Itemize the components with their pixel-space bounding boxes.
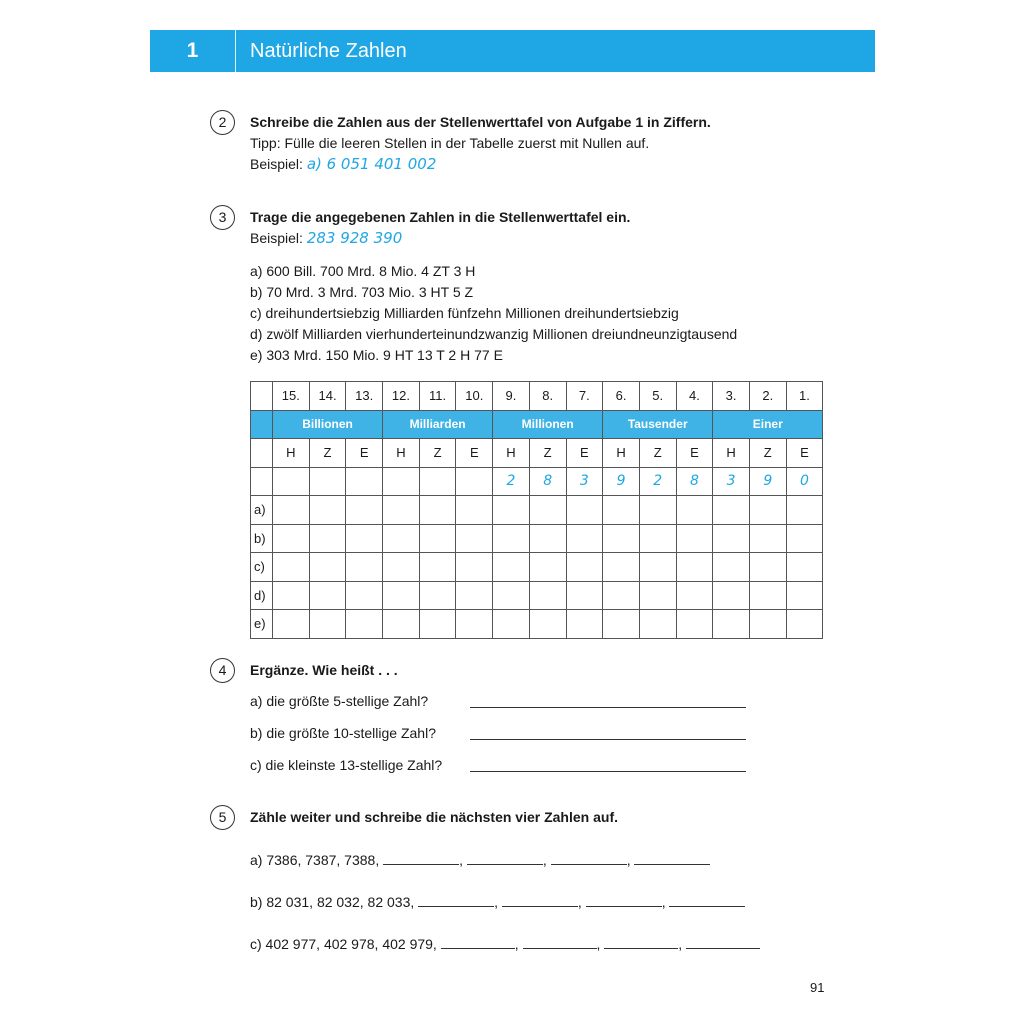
answer-line[interactable] <box>551 851 627 865</box>
task-heading: Zähle weiter und schreibe die nächsten vier Zahlen auf. <box>250 809 618 825</box>
digit-cell: H <box>383 439 420 468</box>
digit-cell: H <box>493 439 530 468</box>
groups-row <box>251 410 823 439</box>
answer-cell[interactable] <box>749 524 786 553</box>
answer-cell[interactable] <box>456 553 493 582</box>
answer-cell[interactable] <box>676 496 713 525</box>
page-number: 91 <box>810 980 825 995</box>
example-value: 283 928 390 <box>306 229 403 247</box>
answer-cell[interactable] <box>309 581 346 610</box>
answer-cell[interactable] <box>529 581 566 610</box>
row-label: a) <box>251 496 273 525</box>
answer-cell[interactable] <box>713 581 750 610</box>
answer-cell[interactable] <box>713 496 750 525</box>
table-cell <box>251 382 273 411</box>
example-cell[interactable] <box>346 467 383 496</box>
question-text: c) die kleinste 13-stellige Zahl? <box>250 757 443 773</box>
example-cell[interactable]: 2 <box>493 467 530 496</box>
list-item: a) 7386, 7387, 7388, , , , <box>250 850 760 892</box>
answer-line[interactable] <box>586 893 662 907</box>
answer-cell[interactable] <box>713 524 750 553</box>
chapter-number: 1 <box>150 30 236 72</box>
answer-cell[interactable] <box>603 610 640 639</box>
group-header-tausender: Tausender <box>603 410 713 439</box>
task-number-circle: 2 <box>210 110 235 135</box>
example-cell[interactable]: 9 <box>603 467 640 496</box>
answer-line[interactable] <box>686 935 760 949</box>
answer-cell[interactable] <box>493 524 530 553</box>
answer-cell[interactable] <box>309 496 346 525</box>
answer-cell[interactable] <box>749 553 786 582</box>
answer-cell[interactable] <box>639 581 676 610</box>
answer-line[interactable] <box>441 935 515 949</box>
answer-cell[interactable] <box>603 553 640 582</box>
table-row <box>251 553 823 582</box>
answer-cell[interactable] <box>786 553 823 582</box>
list-item: b) 70 Mrd. 3 Mrd. 703 Mio. 3 HT 5 Z <box>250 284 474 300</box>
answer-line[interactable] <box>634 851 710 865</box>
list-item <box>250 723 442 755</box>
answer-cell[interactable] <box>603 496 640 525</box>
answer-cell[interactable] <box>383 496 420 525</box>
position-cell: 4. <box>676 382 713 411</box>
answer-cell[interactable] <box>749 610 786 639</box>
position-cell: 12. <box>383 382 420 411</box>
example-cell[interactable]: 0 <box>786 467 823 496</box>
sequence-text: a) 7386, 7387, 7388, <box>250 852 380 868</box>
sequence-text: b) 82 031, 82 032, 82 033, <box>250 894 415 910</box>
task-number-circle: 3 <box>210 205 235 230</box>
answer-cell[interactable] <box>493 496 530 525</box>
group-header-milliarden: Milliarden <box>383 410 493 439</box>
task-heading: Trage die angegebenen Zahlen in die Stellenwerttafel ein. <box>250 209 631 225</box>
example-cell[interactable]: 8 <box>529 467 566 496</box>
example-label: Beispiel: <box>250 156 303 172</box>
list-item: c) 402 977, 402 978, 402 979, , , , <box>250 934 760 976</box>
example-label: Beispiel: <box>250 230 303 246</box>
position-cell: 1. <box>786 382 823 411</box>
table-cell <box>251 467 273 496</box>
answer-cell[interactable] <box>566 496 603 525</box>
answer-cell[interactable] <box>566 553 603 582</box>
table-row <box>251 610 823 639</box>
digit-cell: E <box>456 439 493 468</box>
answer-cell[interactable] <box>566 610 603 639</box>
answer-cell[interactable] <box>309 524 346 553</box>
answer-cell[interactable] <box>603 581 640 610</box>
answer-cell[interactable] <box>346 581 383 610</box>
example-cell[interactable] <box>383 467 420 496</box>
answer-line[interactable] <box>383 851 459 865</box>
answer-cell[interactable] <box>419 581 456 610</box>
answer-cell[interactable] <box>676 610 713 639</box>
answer-cell[interactable] <box>639 524 676 553</box>
example-cell[interactable]: 3 <box>713 467 750 496</box>
answer-cell[interactable] <box>419 553 456 582</box>
digit-cell: E <box>566 439 603 468</box>
list-item: b) 82 031, 82 032, 82 033, , , , <box>250 892 760 934</box>
answer-cell[interactable] <box>383 581 420 610</box>
answer-cell[interactable] <box>529 524 566 553</box>
answer-cell[interactable] <box>566 581 603 610</box>
digit-cell: E <box>676 439 713 468</box>
list-item: c) dreihundertsiebzig Milliarden fünfzehn Millionen dreihundertsiebzig <box>250 305 679 321</box>
digits-row <box>251 439 823 468</box>
example-cell[interactable] <box>456 467 493 496</box>
answer-cell[interactable] <box>346 496 383 525</box>
position-cell: 6. <box>603 382 640 411</box>
answer-cell[interactable] <box>273 610 310 639</box>
answer-cell[interactable] <box>566 524 603 553</box>
answer-cell[interactable] <box>273 524 310 553</box>
list-item <box>250 755 442 787</box>
position-cell: 7. <box>566 382 603 411</box>
answer-line[interactable] <box>418 893 494 907</box>
example-cell[interactable] <box>309 467 346 496</box>
answer-cell[interactable] <box>273 553 310 582</box>
answer-cell[interactable] <box>676 524 713 553</box>
task-number-circle: 4 <box>210 658 235 683</box>
row-label: b) <box>251 524 273 553</box>
example-cell[interactable]: 8 <box>676 467 713 496</box>
example-cell[interactable]: 2 <box>639 467 676 496</box>
group-header-billionen: Billionen <box>273 410 383 439</box>
answer-cell[interactable] <box>786 524 823 553</box>
row-label: c) <box>251 553 273 582</box>
example-cell[interactable]: 9 <box>749 467 786 496</box>
answer-line[interactable] <box>502 893 578 907</box>
answer-cell[interactable] <box>383 610 420 639</box>
answer-cell[interactable] <box>456 610 493 639</box>
list-item: e) 303 Mrd. 150 Mio. 9 HT 13 T 2 H 77 E <box>250 347 503 363</box>
group-header-einer: Einer <box>713 410 823 439</box>
table-cell <box>251 439 273 468</box>
answer-line[interactable] <box>604 935 678 949</box>
answer-cell[interactable] <box>786 610 823 639</box>
answer-cell[interactable] <box>639 553 676 582</box>
question-text: a) die größte 5-stellige Zahl? <box>250 693 429 709</box>
sequence-text: c) 402 977, 402 978, 402 979, <box>250 936 437 952</box>
digit-cell: Z <box>419 439 456 468</box>
answer-cell[interactable] <box>493 610 530 639</box>
answer-cell[interactable] <box>346 524 383 553</box>
answer-line[interactable] <box>470 726 746 740</box>
answer-line[interactable] <box>470 758 746 772</box>
task-number-circle: 5 <box>210 805 235 830</box>
digit-cell: Z <box>749 439 786 468</box>
answer-cell[interactable] <box>419 496 456 525</box>
example-value: a) 6 051 401 002 <box>306 155 437 173</box>
answer-cell[interactable] <box>346 610 383 639</box>
example-cell[interactable]: 3 <box>566 467 603 496</box>
group-header-millionen: Millionen <box>493 410 603 439</box>
answer-cell[interactable] <box>676 581 713 610</box>
row-label: d) <box>251 581 273 610</box>
digit-cell: Z <box>639 439 676 468</box>
answer-cell[interactable] <box>419 524 456 553</box>
answer-line[interactable] <box>470 694 746 708</box>
answer-cell[interactable] <box>456 524 493 553</box>
task-heading: Schreibe die Zahlen aus der Stellenwerttafel von Aufgabe 1 in Ziffern. <box>250 114 711 130</box>
answer-cell[interactable] <box>639 610 676 639</box>
digit-cell: E <box>786 439 823 468</box>
place-value-table <box>250 381 823 639</box>
answer-cell[interactable] <box>383 524 420 553</box>
digit-cell: E <box>346 439 383 468</box>
answer-cell[interactable] <box>786 581 823 610</box>
table-row <box>251 524 823 553</box>
answer-cell[interactable] <box>529 496 566 525</box>
answer-cell[interactable] <box>273 581 310 610</box>
position-cell: 9. <box>493 382 530 411</box>
answer-cell[interactable] <box>493 553 530 582</box>
position-cell: 5. <box>639 382 676 411</box>
position-cell: 11. <box>419 382 456 411</box>
answer-cell[interactable] <box>456 581 493 610</box>
position-cell: 10. <box>456 382 493 411</box>
answer-cell[interactable] <box>309 610 346 639</box>
table-row <box>251 496 823 525</box>
position-cell: 8. <box>529 382 566 411</box>
chapter-title: Natürliche Zahlen <box>250 39 407 62</box>
list-item: d) zwölf Milliarden vierhunderteinundzwanzig Millionen dreiundneunzigtausend <box>250 326 738 342</box>
answer-line[interactable] <box>523 935 597 949</box>
answer-line[interactable] <box>467 851 543 865</box>
table-row <box>251 581 823 610</box>
example-cell[interactable] <box>273 467 310 496</box>
answer-cell[interactable] <box>456 496 493 525</box>
task-heading: Ergänze. Wie heißt . . . <box>250 662 398 678</box>
position-cell: 3. <box>713 382 750 411</box>
answer-cell[interactable] <box>603 524 640 553</box>
position-cell: 13. <box>346 382 383 411</box>
answer-cell[interactable] <box>346 553 383 582</box>
position-cell: 14. <box>309 382 346 411</box>
row-label: e) <box>251 610 273 639</box>
digit-cell: H <box>603 439 640 468</box>
answer-cell[interactable] <box>309 553 346 582</box>
example-cell[interactable] <box>419 467 456 496</box>
digit-cell: Z <box>529 439 566 468</box>
answer-cell[interactable] <box>493 581 530 610</box>
answer-cell[interactable] <box>529 610 566 639</box>
answer-cell[interactable] <box>713 553 750 582</box>
answer-line[interactable] <box>669 893 745 907</box>
list-item: a) 600 Bill. 700 Mrd. 8 Mio. 4 ZT 3 H <box>250 263 476 279</box>
answer-cell[interactable] <box>419 610 456 639</box>
answer-cell[interactable] <box>749 496 786 525</box>
answer-cell[interactable] <box>273 496 310 525</box>
task-tip: Tipp: Fülle die leeren Stellen in der Tabelle zuerst mit Nullen auf. <box>250 135 650 151</box>
question-text: b) die größte 10-stellige Zahl? <box>250 725 436 741</box>
position-cell: 15. <box>273 382 310 411</box>
position-cell: 2. <box>749 382 786 411</box>
table-cell <box>251 410 273 439</box>
answer-cell[interactable] <box>529 553 566 582</box>
answer-cell[interactable] <box>749 581 786 610</box>
answer-cell[interactable] <box>676 553 713 582</box>
answer-cell[interactable] <box>713 610 750 639</box>
digit-cell: H <box>273 439 310 468</box>
digit-cell: Z <box>309 439 346 468</box>
answer-cell[interactable] <box>383 553 420 582</box>
example-row <box>251 467 823 496</box>
list-item <box>250 691 442 723</box>
chapter-header <box>150 30 875 72</box>
positions-row <box>251 382 823 411</box>
answer-cell[interactable] <box>786 496 823 525</box>
digit-cell: H <box>713 439 750 468</box>
answer-cell[interactable] <box>639 496 676 525</box>
